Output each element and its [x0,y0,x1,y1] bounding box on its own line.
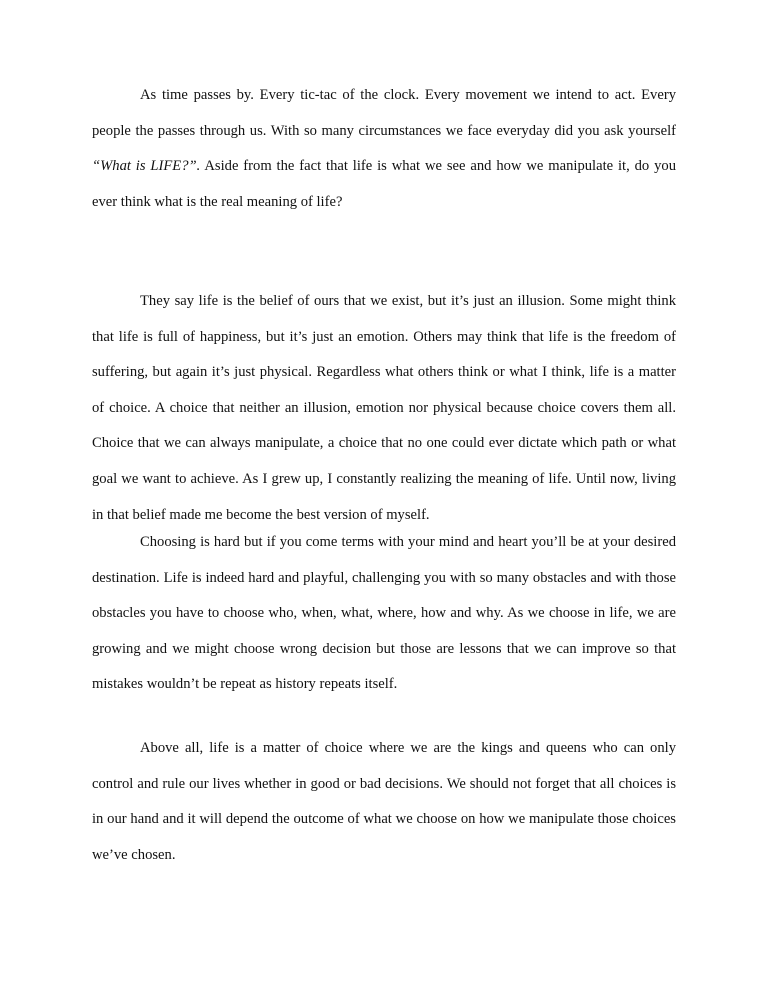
paragraph-3: Choosing is hard but if you come terms with your mind and heart you’ll be at your desired destination. Life is indeed hard and playful, challenging you with so many obstacles and with those obstacles you have to choose who, when, what, where, how and why. As we choose in life, we are growing and we might choose wrong decision but those are lessons that we can improve so that mistakes wouldn’t be repeat as history repeats itself. [92,534,676,693]
paragraph-1-question: “What is LIFE?”. [92,158,201,175]
paragraph-1 [92,78,676,220]
paragraph-4: Above all, life is a matter of choice where we are the kings and queens who can only control and rule our lives whether in good or bad decisions. We should not forget that all choices is in our hand and it will depend the outcome of what we choose on how we manipulate those choices we’ve chosen. [92,740,676,863]
paragraph-2: They say life is the belief of ours that we exist, but it’s just an illusion. Some might think that life is full of happiness, but it’s just an emotion. Others may think that life is the freedom of suffering, but again it’s just physical. Regardless what others think or what I think, life is a matter of choice. A choice that neither an illusion, emotion nor physical because choice covers them all. Choice that we can always manipulate, a choice that no one could ever dictate which path or what goal we want to achieve. As I grew up, I constantly realizing the meaning of life. Until now, living in that belief made me become the best version of myself. [92,293,676,523]
paragraph-1-text-start: As time passes by. Every tic-tac of the clock. Every movement we intend to act. Every people the passes through us. With so many circumstances we face everyday did you ask yourself [92,87,676,139]
paragraph-1-text-end: Aside from the fact that life is what we see and how we manipulate it, do you ever think what is the real meaning of life? [92,158,676,210]
